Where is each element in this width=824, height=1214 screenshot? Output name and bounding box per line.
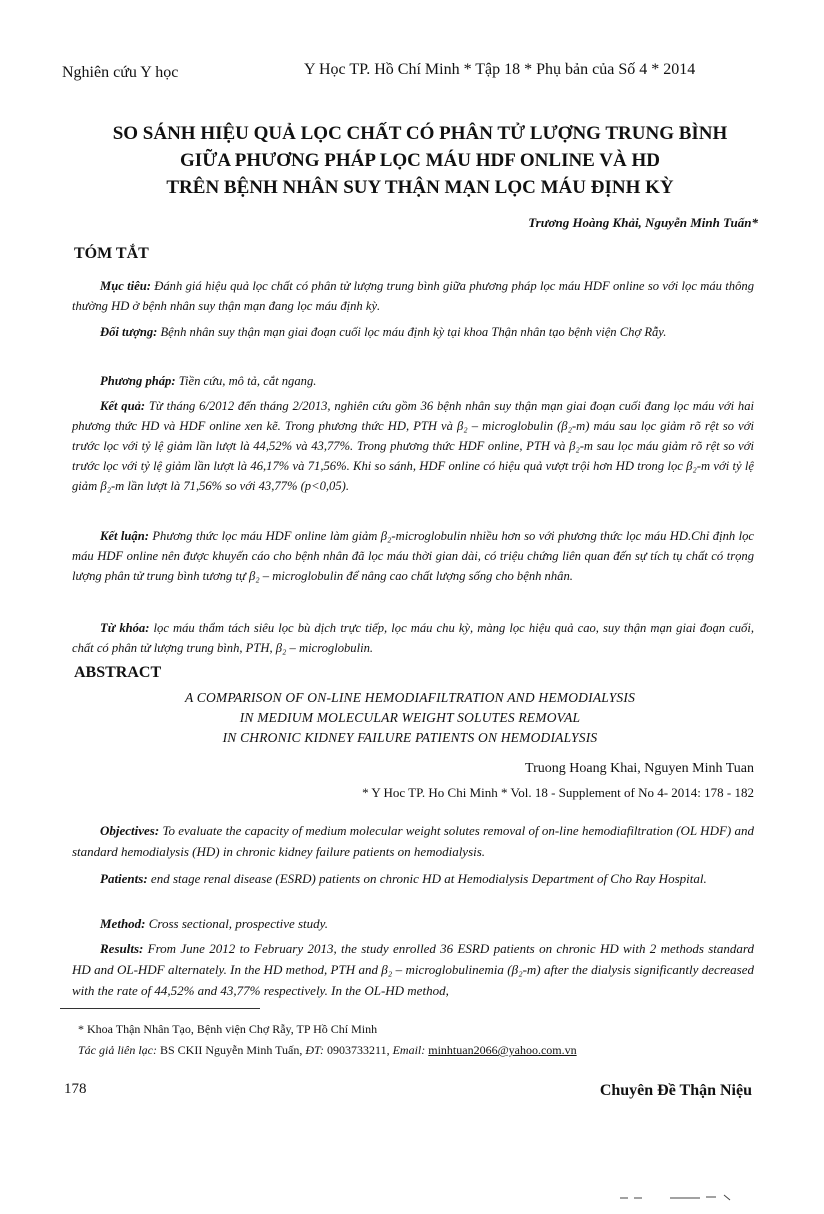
header-right: Y Học TP. Hồ Chí Minh * Tập 18 * Phụ bản của Số 4 * 2014 — [304, 61, 696, 78]
phone-label: ĐT: — [302, 1043, 325, 1057]
doi-tuong-paragraph — [72, 322, 754, 342]
journal-section: Chuyên Đề Thận Niệu — [599, 1082, 752, 1099]
tu-khoa-label: Từ khóa: — [100, 621, 150, 635]
header-left: Nghiên cứu Y học — [62, 64, 179, 81]
abstract-title — [60, 688, 760, 748]
doi-tuong-label: Đối tượng: — [100, 325, 158, 339]
results-label: Results: — [100, 941, 144, 956]
method-paragraph — [72, 913, 754, 934]
method-text: Cross sectional, prospective study. — [145, 916, 328, 931]
phone-number: 0903733211, — [324, 1043, 390, 1057]
patients-text: end stage renal disease (ESRD) patients on chronic HD at Hemodialysis Department of Cho Ray Hospital. — [147, 871, 707, 886]
abstract-citation: * Y Hoc TP. Ho Chi Minh * Vol. 18 - Supplement of No 4- 2014: 178 - 182 — [362, 785, 754, 800]
results-paragraph — [72, 938, 754, 1001]
abstract-title-line-3: IN CHRONIC KIDNEY FAILURE PATIENTS ON HEMODIALYSIS — [222, 730, 598, 745]
abstract-authors: Truong Hoang Khai, Nguyen Minh Tuan — [525, 761, 754, 776]
patients-label: Patients: — [100, 871, 148, 886]
method-label: Method: — [100, 916, 146, 931]
muc-tieu-paragraph — [72, 276, 754, 316]
scan-artifact — [620, 1192, 750, 1202]
objectives-label: Objectives: — [100, 823, 160, 838]
page-number: 178 — [64, 1081, 87, 1097]
tom-tat-heading: TÓM TẮT — [74, 245, 149, 262]
contact-label: Tác giả liên lạc: — [78, 1043, 157, 1057]
article-title — [40, 120, 800, 201]
doi-tuong-text: Bệnh nhân suy thận mạn giai đoạn cuối lọc máu định kỳ tại khoa Thận nhân tạo bệnh viện Chợ Rẫy. — [157, 325, 667, 339]
abstract-heading: ABSTRACT — [74, 664, 162, 681]
abstract-title-line-2: IN MEDIUM MOLECULAR WEIGHT SOLUTES REMOVAL — [239, 710, 581, 725]
objectives-paragraph — [72, 820, 754, 862]
title-line-1: SO SÁNH HIỆU QUẢ LỌC CHẤT CÓ PHÂN TỬ LƯỢNG TRUNG BÌNH — [112, 123, 728, 144]
footnote-affiliation: * Khoa Thận Nhân Tạo, Bệnh viện Chợ Rẫy, TP Hồ Chí Minh — [78, 1022, 378, 1036]
results-text: From June 2012 to February 2013, the study enrolled 36 ESRD patients on chronic HD with 2 methods standard HD and OL-HDF alternately. In the HD method, PTH and β₂ – microglobulinemia (β₂-m) after the dialysis significantly decreased with the rate of 44,52% and 43,77% respectively. In the OL-HD method, — [72, 941, 754, 998]
phuong-phap-label: Phương pháp: — [100, 374, 176, 388]
footnote-divider — [60, 1008, 260, 1009]
footnote-contact — [78, 1043, 577, 1058]
muc-tieu-text: Đánh giá hiệu quả lọc chất có phân tử lượng trung bình giữa phương pháp lọc máu HDF online so với lọc máu thông thường HD ở bệnh nhân suy thận mạn đang lọc máu định kỳ. — [72, 279, 754, 313]
email-label: Email: — [389, 1043, 426, 1057]
title-line-3: TRÊN BỆNH NHÂN SUY THẬN MẠN LỌC MÁU ĐỊNH KỲ — [166, 177, 674, 198]
phuong-phap-paragraph — [72, 371, 754, 391]
contact-name: BS CKII Nguyễn Minh Tuấn, — [156, 1043, 303, 1057]
ket-luan-text: Phương thức lọc máu HDF online làm giảm β₂-microglobulin nhiều hơn so với phương thức lọc máu HD.Chỉ định lọc máu HDF online nên được khuyến cáo cho bệnh nhân đã lọc máu thời gian dài, có triệu chứng liên quan đến sự tích tụ chất có trọng lượng phân tử trung bình tương tự β₂ – microglobulin để nâng cao chất lượng sống cho bệnh nhân. — [72, 529, 754, 583]
ket-qua-text: Từ tháng 6/2012 đến tháng 2/2013, nghiên cứu gồm 36 bệnh nhân suy thận mạn giai đoạn cuối đang lọc máu với hai phương thức HD và HDF online xen kẽ. Trong phương thức HD, PTH và β₂ – microglobulin (β₂-m) máu sau lọc giảm rõ rệt so với trước lọc với tỷ lệ giảm lần lượt là 44,52% và 43,77%. Trong phương thức HDF online, PTH và β₂-m sau lọc máu giảm rõ rệt so với trước lọc với tỷ lệ giảm lần lượt là 46,17% và 71,56%. Khi so sánh, HDF online có hiệu quả vượt trội hơn HD trong lọc β₂-m với tỷ lệ giảm β₂-m lần lượt là 71,56% so với 43,77% (p<0,05). — [72, 399, 754, 493]
authors-vietnamese: Trương Hoàng Khải, Nguyễn Minh Tuấn* — [528, 215, 758, 230]
objectives-text: To evaluate the capacity of medium molecular weight solutes removal of on-line hemodiafiltration (OL HDF) and standard hemodialysis (HD) in chronic kidney failure patients on hemodialysis. — [72, 823, 754, 859]
tu-khoa-text: lọc máu thẩm tách siêu lọc bù dịch trực tiếp, lọc máu chu kỳ, màng lọc hiệu quả cao, suy thận mạn giai đoạn cuối, chất có phân tử lượng trung bình, PTH, β₂ – microglobulin. — [72, 621, 754, 655]
abstract-title-line-1: A COMPARISON OF ON-LINE HEMODIAFILTRATION AND HEMODIALYSIS — [184, 690, 636, 705]
ket-luan-paragraph — [72, 526, 754, 586]
title-line-2: GIỮA PHƯƠNG PHÁP LỌC MÁU HDF ONLINE VÀ HD — [180, 150, 660, 171]
ket-qua-label: Kết quả: — [100, 399, 146, 413]
patients-paragraph — [72, 868, 754, 889]
muc-tieu-label: Mục tiêu: — [100, 279, 151, 293]
email-link[interactable]: minhtuan2066@yahoo.com.vn — [428, 1043, 577, 1057]
phuong-phap-text: Tiền cứu, mô tả, cắt ngang. — [175, 374, 317, 388]
tu-khoa-paragraph — [72, 618, 754, 658]
ket-luan-label: Kết luận: — [100, 529, 149, 543]
ket-qua-paragraph — [72, 396, 754, 496]
